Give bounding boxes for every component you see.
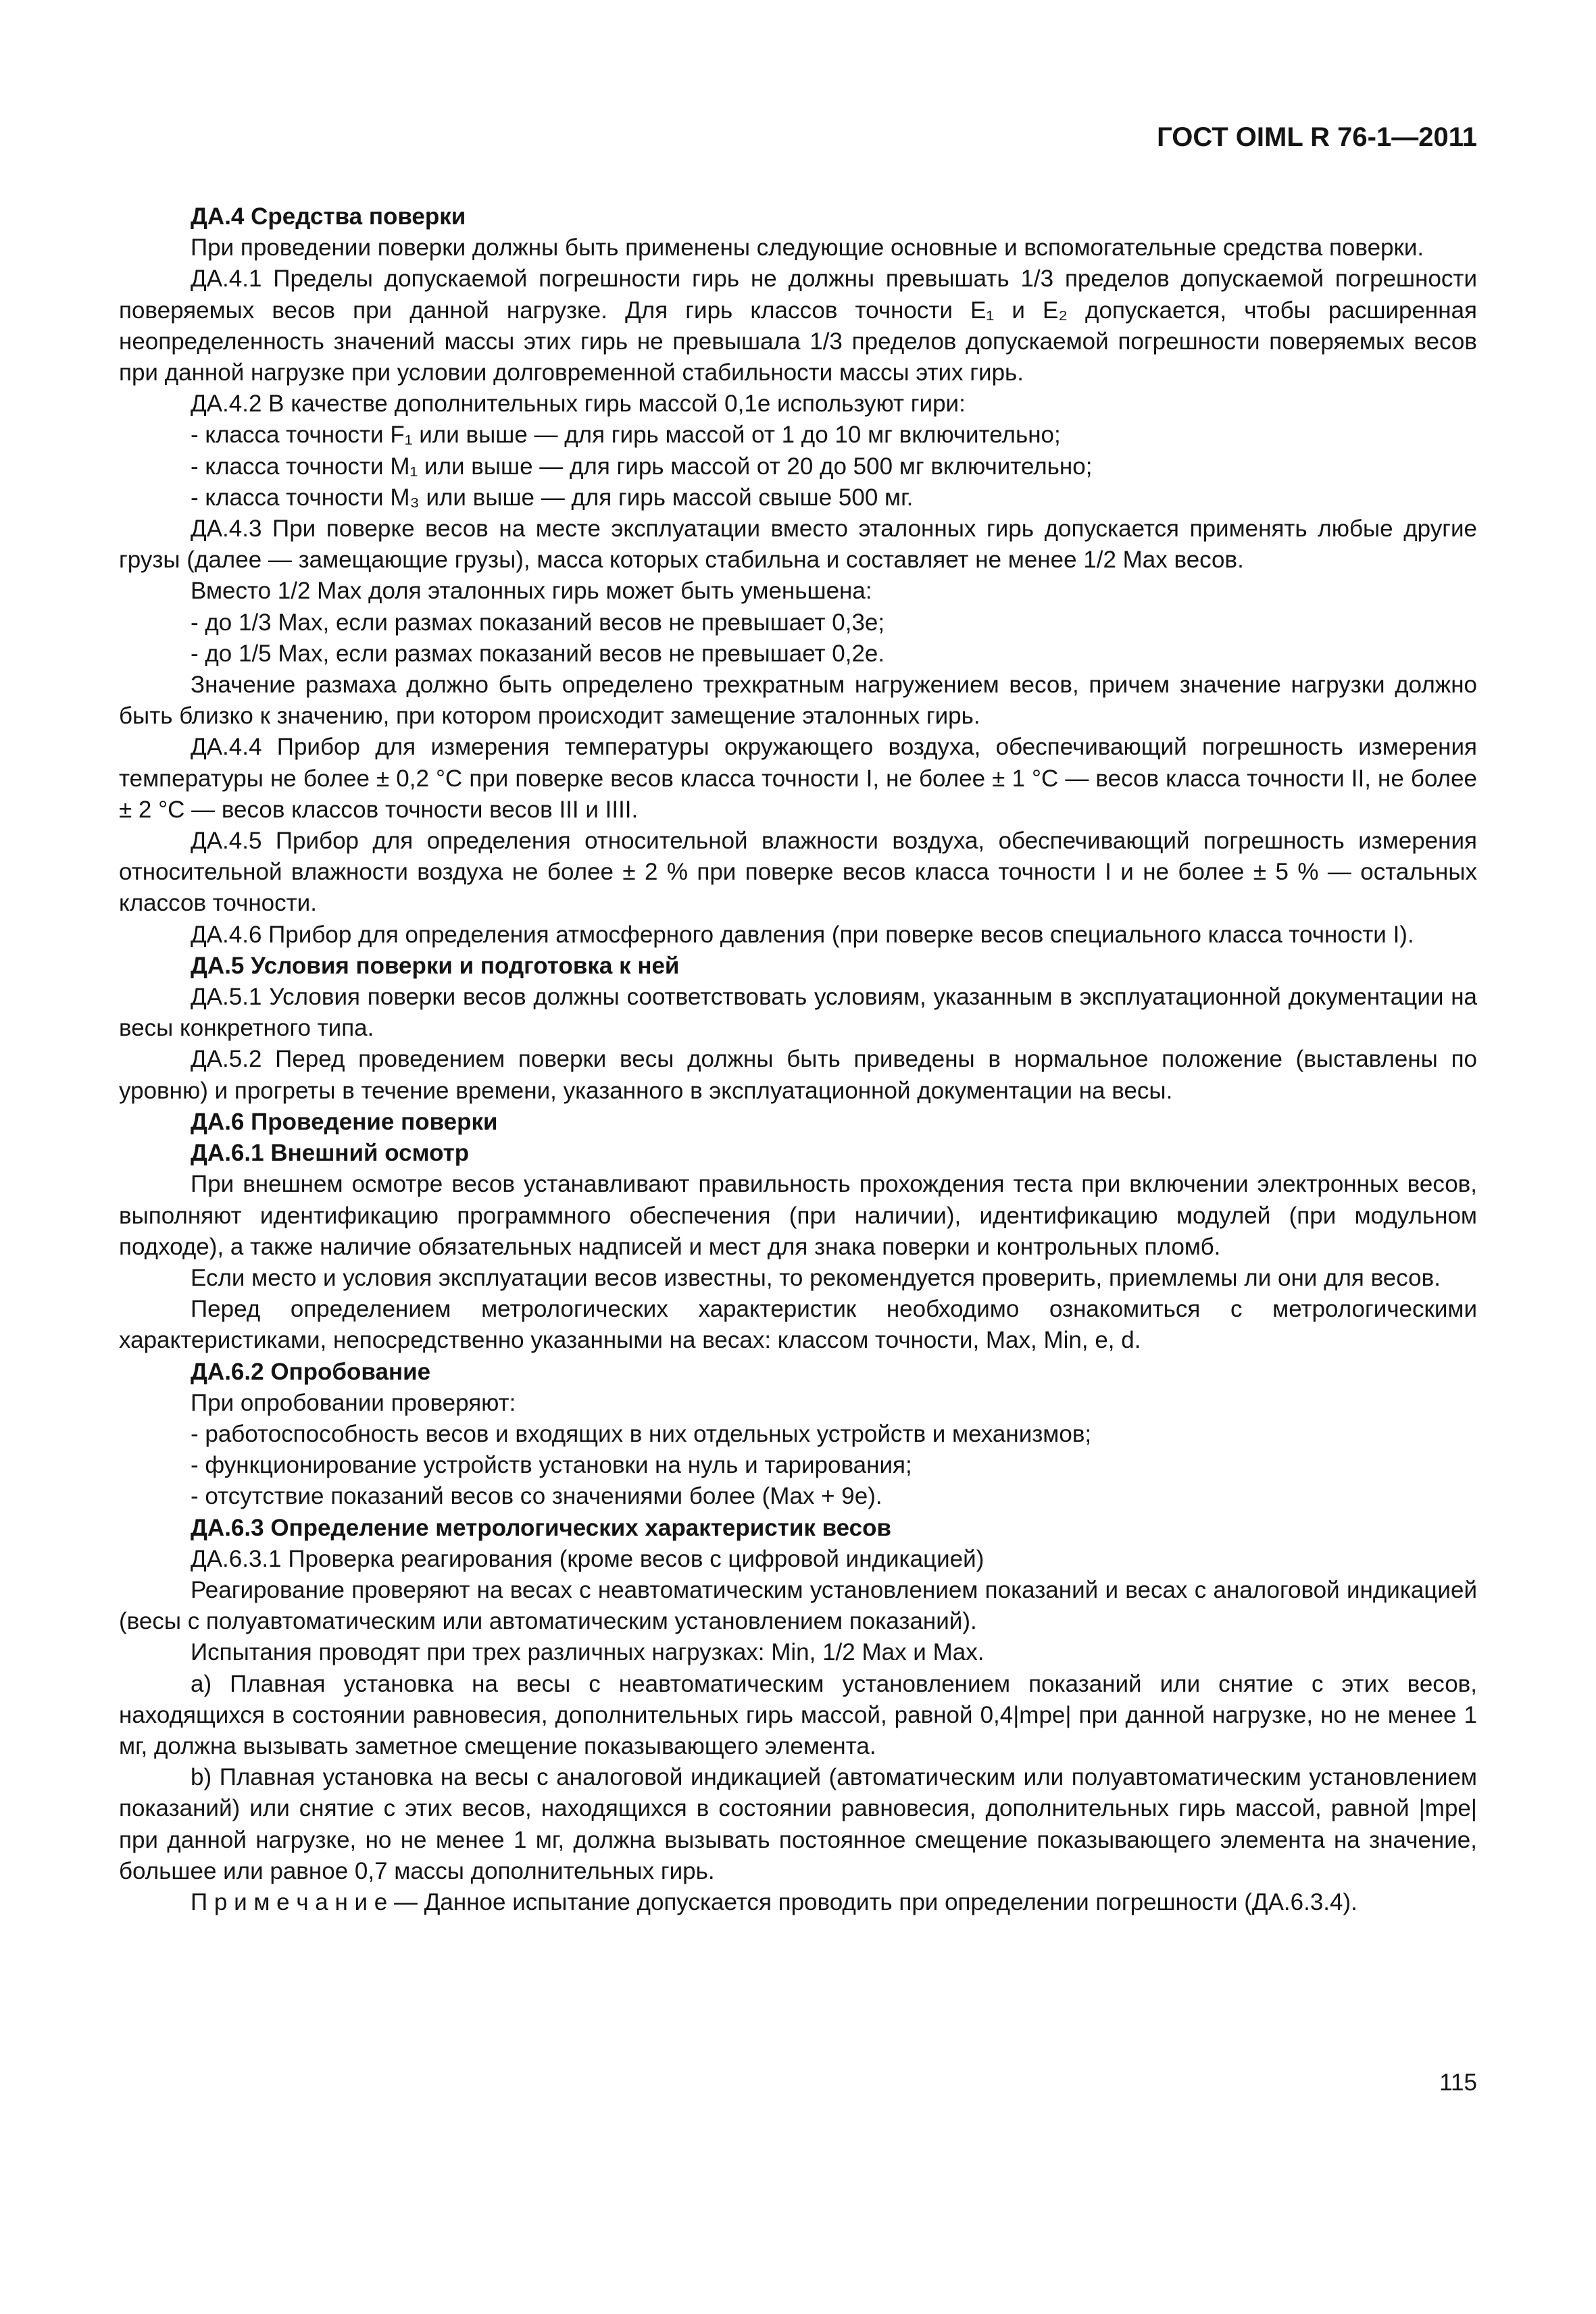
paragraph: Испытания проводят при трех различных нагрузках: Min, 1/2 Max и Max. [191, 1639, 984, 1666]
list-item: - отсутствие показаний весов со значениями более (Max + 9e). [191, 1483, 882, 1510]
paragraph: b) Плавная установка на весы с аналоговой индикацией (автоматическим или полуавтоматическим установлением показаний) или снятие с этих весов, находящихся в состоянии равновесия, дополнительных гирь массой, равной |mpe| при данной нагрузке, но не менее 1 мг, должна вызывать постоянное смещение показывающего элемента на значение, большее или равное 0,7 массы дополнительных гирь. [119, 1764, 1477, 1884]
paragraph: Если место и условия эксплуатации весов известны, то рекомендуется проверить, приемлемы ли они для весов. [191, 1264, 1441, 1291]
paragraph: ДА.6.3.1 Проверка реагирования (кроме весов с цифровой индикацией) [191, 1545, 984, 1572]
paragraph: ДА.4.6 Прибор для определения атмосферного давления (при поверке весов специального класса точности I). [191, 921, 1414, 948]
paragraph: Значение размаха должно быть определено трехкратным нагружением весов, причем значение нагрузки должно быть близко к значению, при котором происходит замещение эталонных гирь. [119, 672, 1477, 730]
section-heading: ДА.5 Условия поверки и подготовка к ней [191, 952, 680, 979]
paragraph: При опробовании проверяют: [191, 1389, 516, 1416]
paragraph: При проведении поверки должны быть применены следующие основные и вспомогательные средства поверки. [191, 234, 1424, 261]
document-header: ГОСТ OIML R 76-1—2011 [1157, 122, 1477, 152]
paragraph: ДА.4.2 В качестве дополнительных гирь массой 0,1e используют гири: [191, 391, 966, 418]
paragraph: ДА.4.3 При поверке весов на месте эксплуатации вместо эталонных гирь допускается применять любые другие грузы (далее — замещающие грузы), масса которых стабильна и составляет не менее 1/2 Max весов. [119, 515, 1477, 574]
list-item: - класса точности M₁ или выше — для гирь массой от 20 до 500 мг включительно; [191, 453, 1093, 480]
list-item: - до 1/5 Max, если размах показаний весов не превышает 0,2e. [191, 640, 885, 667]
paragraph: ДА.5.2 Перед проведением поверки весы должны быть приведены в нормальное положение (выставлены по уровню) и прогреты в течение времени, указанного в эксплуатационной документации на весы. [119, 1046, 1477, 1104]
paragraph: ДА.4.1 Пределы допускаемой погрешности гирь не должны превышать 1/3 пределов допускаемой погрешности поверяемых весов при данной нагрузке. Для гирь классов точности E₁ и E₂ допускается, чтобы расширенная неопределенность значений массы этих гирь не превышала 1/3 пределов допускаемой погрешности поверяемых весов при данной нагрузке при условии долговременной стабильности массы этих гирь. [119, 266, 1477, 386]
paragraph: a) Плавная установка на весы с неавтоматическим установлением показаний или снятие с этих весов, находящихся в состоянии равновесия, дополнительных гирь массой, равной 0,4|mpe| при данной нагрузке, но не менее 1 мг, должна вызывать заметное смещение показывающего элемента. [119, 1670, 1477, 1759]
list-item: - работоспособность весов и входящих в них отдельных устройств и механизмов; [191, 1420, 1092, 1447]
list-item: - до 1/3 Max, если размах показаний весов не превышает 0,3e; [191, 609, 885, 636]
paragraph: При внешнем осмотре весов устанавливают правильность прохождения теста при включении электронных весов, выполняют идентификацию программного обеспечения (при наличии), идентификацию модулей (при модульном подходе), а также наличие обязательных надписей и мест для знака поверки и контрольных пломб. [119, 1171, 1477, 1260]
paragraph: ДА.4.4 Прибор для измерения температуры окружающего воздуха, обеспечивающий погрешность измерения температуры не более ± 0,2 °С при поверке весов класса точности I, не более ± 1 °С — весов класса точности II, не более ± 2 °С — весов классов точности весов III и IIII. [119, 734, 1477, 823]
section-heading: ДА.4 Средства поверки [191, 203, 466, 230]
list-item: - функционирование устройств установки на нуль и тарирования; [191, 1452, 912, 1479]
list-item: - класса точности M₃ или выше — для гирь массой свыше 500 мг. [191, 484, 914, 511]
page-number: 115 [1439, 2069, 1477, 2096]
subsection-heading: ДА.6.1 Внешний осмотр [191, 1140, 470, 1167]
note: П р и м е ч а н и е — Данное испытание допускается проводить при определении погрешности (ДА.6.3.4). [191, 1888, 1357, 1915]
paragraph: Реагирование проверяют на весах с неавтоматическим установлением показаний и весах с аналоговой индикацией (весы с полуавтоматическим или автоматическим установлением показаний). [119, 1576, 1477, 1635]
paragraph: Перед определением метрологических характеристик необходимо ознакомиться с метрологическими характеристиками, непосредственно указанными на весах: классом точности, Max, Min, e, d. [119, 1296, 1477, 1354]
subsection-heading: ДА.6.2 Опробование [191, 1358, 431, 1385]
list-item: - класса точности F₁ или выше — для гирь массой от 1 до 10 мг включительно; [191, 422, 1061, 449]
paragraph: ДА.5.1 Условия поверки весов должны соответствовать условиям, указанным в эксплуатационной документации на весы конкретного типа. [119, 984, 1477, 1042]
section-heading: ДА.6 Проведение поверки [191, 1108, 498, 1135]
subsection-heading: ДА.6.3 Определение метрологических характеристик весов [191, 1514, 892, 1541]
paragraph: ДА.4.5 Прибор для определения относительной влажности воздуха, обеспечивающий погрешность измерения относительной влажности воздуха не более ± 2 % при поверке весов класса точности I и не более ± 5 % — остальных классов точности. [119, 828, 1477, 917]
paragraph: Вместо 1/2 Max доля эталонных гирь может быть уменьшена: [191, 578, 872, 605]
document-body [119, 201, 1477, 1918]
